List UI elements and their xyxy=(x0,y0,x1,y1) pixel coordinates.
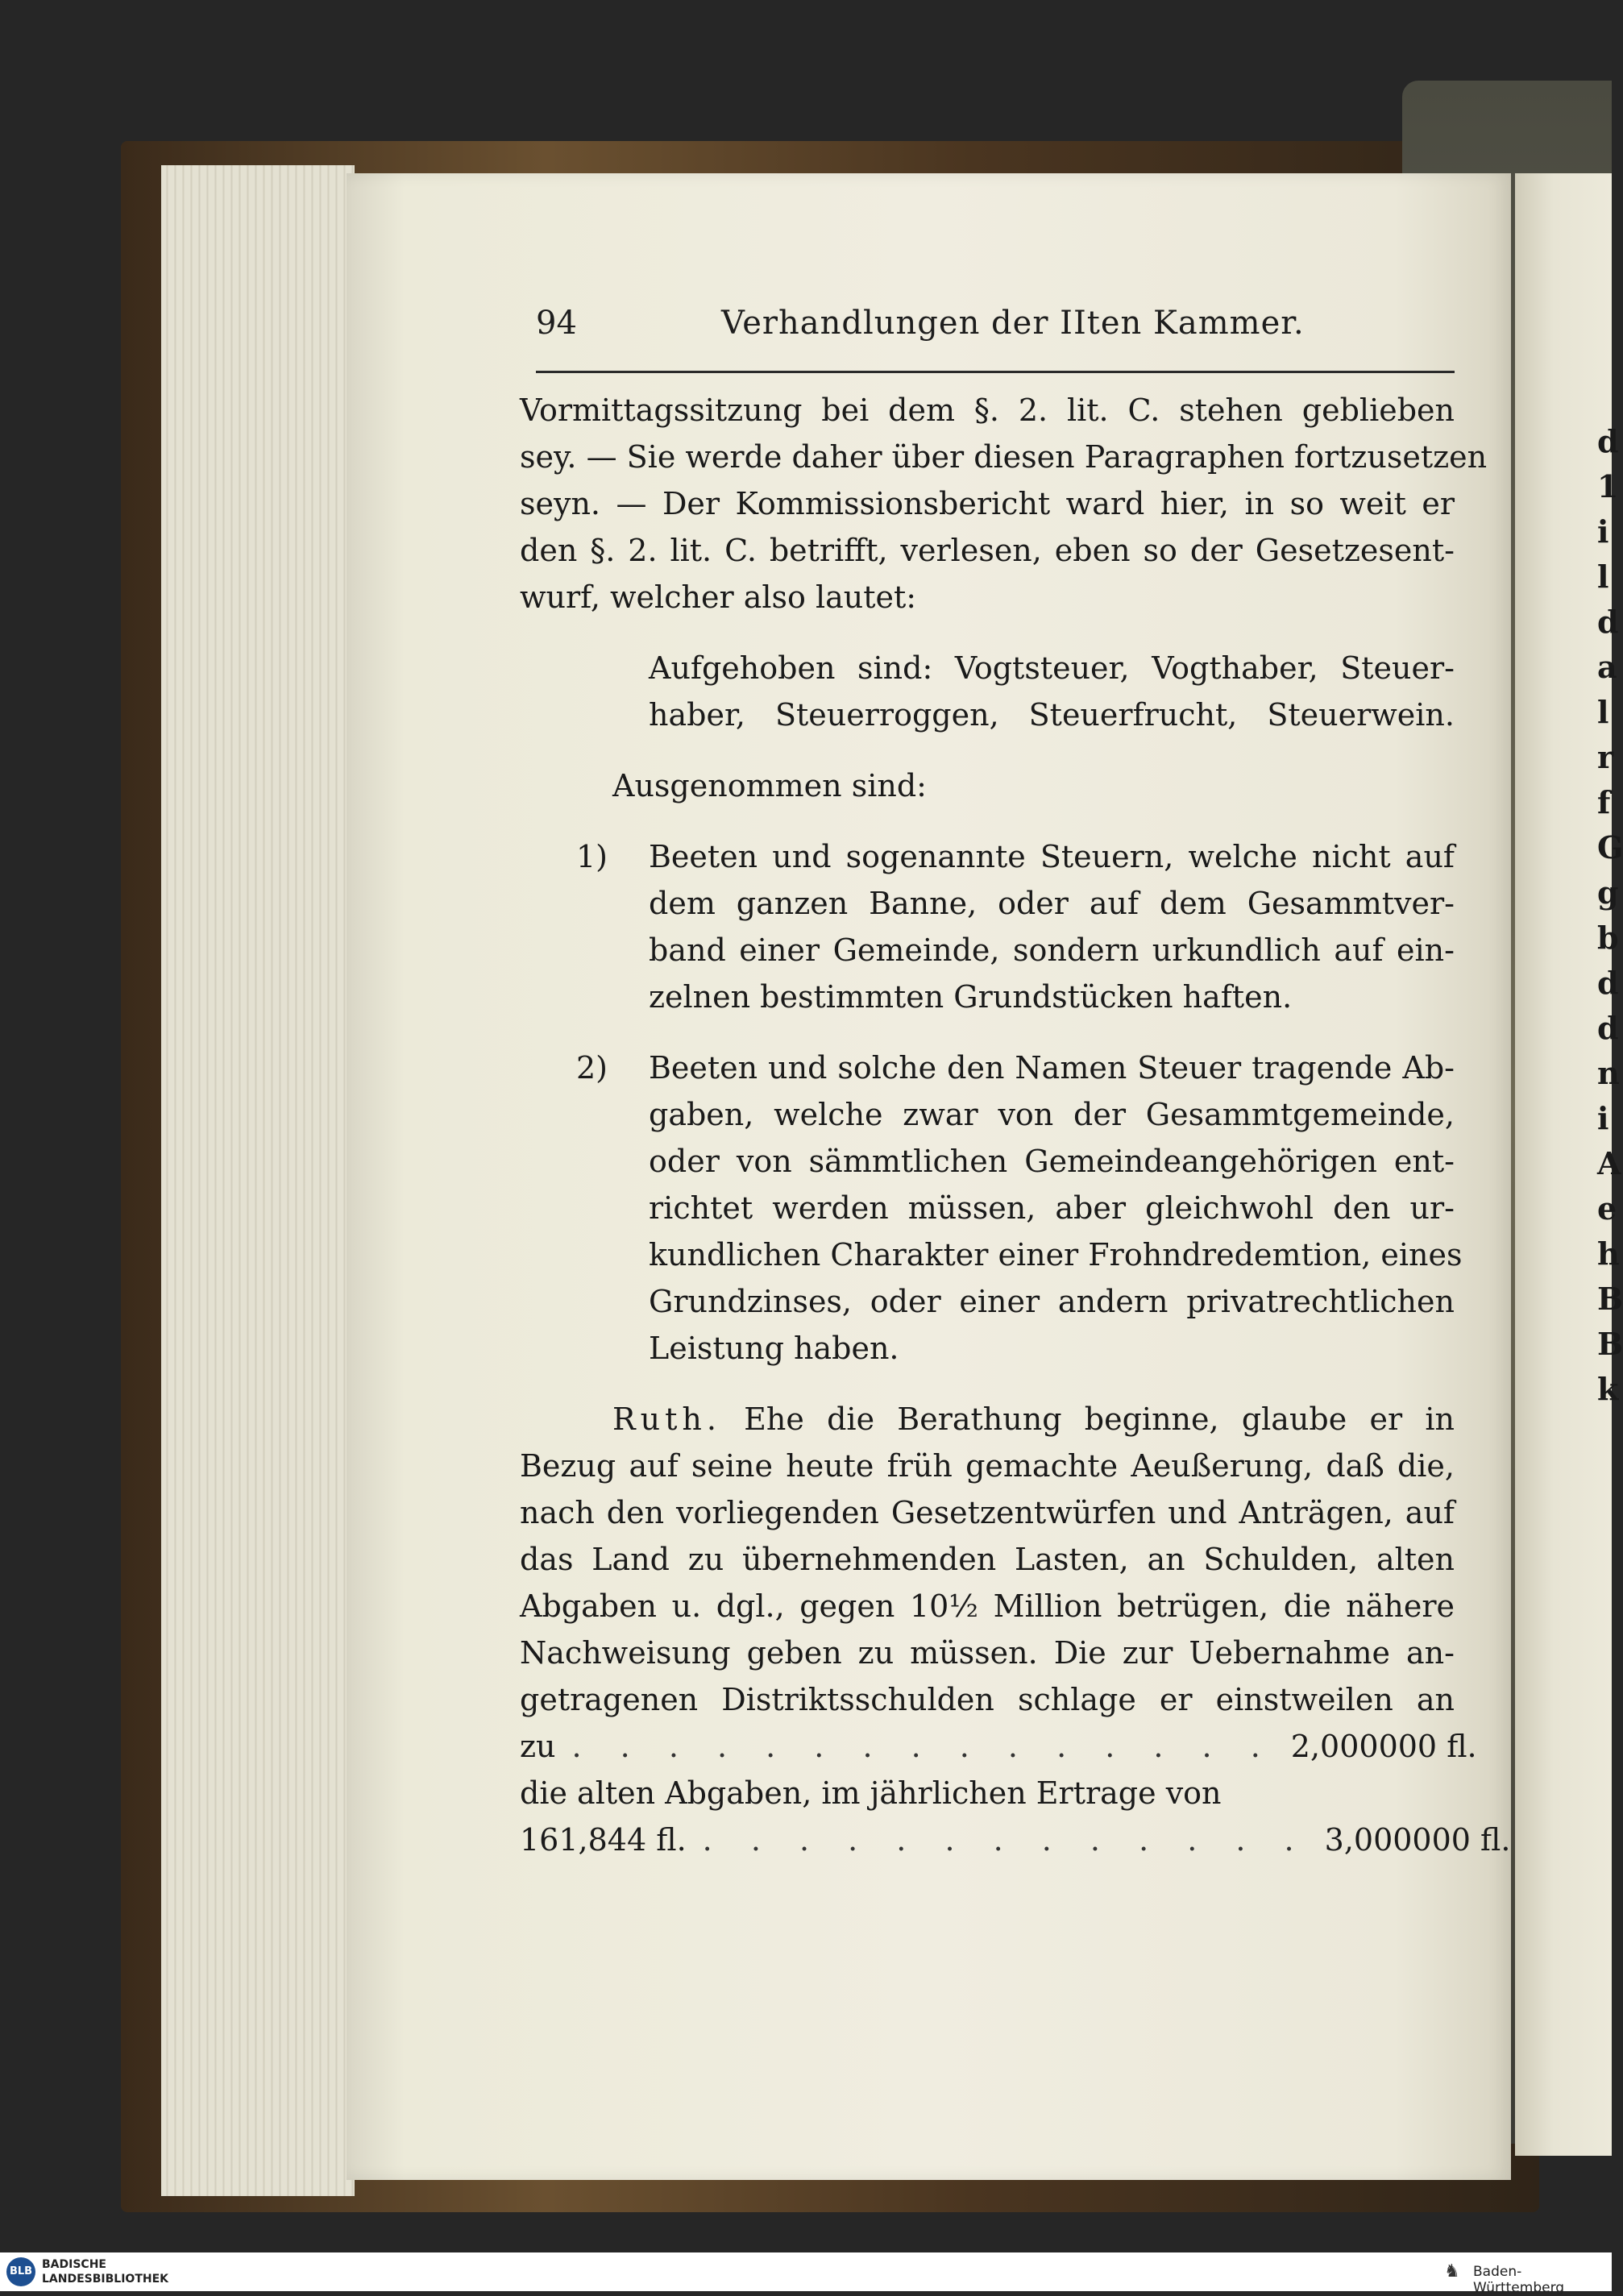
text-line: dem ganzen Banne, oder auf dem Gesammtver- xyxy=(649,886,1455,921)
speech-text: Ehe die Berathung beginne, glaube er in xyxy=(744,1401,1455,1437)
library-name-line1: BADISCHE xyxy=(42,2258,106,2271)
page-text xyxy=(520,387,1511,1863)
text-line: den §. 2. lit. C. betrifft, verlesen, eben so der Gesetzesent- xyxy=(520,533,1455,568)
fragment: B xyxy=(1597,1326,1623,1362)
page-number: 94 xyxy=(536,305,577,342)
text-line: getragenen Distriktsschulden schlage er einstweilen an xyxy=(520,1682,1455,1717)
amount-label: zu xyxy=(520,1729,556,1764)
item-number: 2) xyxy=(576,1050,608,1086)
fragment: d xyxy=(1597,604,1619,640)
exception-item-2 xyxy=(520,1044,1463,1372)
library-name xyxy=(42,2257,168,2286)
text-line: kundlichen Charakter einer Frohndredemtion, eines xyxy=(649,1237,1463,1273)
text-line: Aufgehoben sind: Vogtsteuer, Vogthaber, Steuer- xyxy=(649,650,1455,686)
fragment: d xyxy=(1597,423,1619,459)
text-line: nach den vorliegenden Gesetzentwürfen und Anträgen, auf xyxy=(520,1495,1455,1530)
fragment: d xyxy=(1597,965,1619,1001)
text-line: Beeten und sogenannte Steuern, welche nicht auf xyxy=(649,839,1455,874)
leader-dots: . . . . . . . . . . . . . . . xyxy=(571,1729,1275,1764)
fragment: 1 xyxy=(1597,468,1619,504)
amount-label: 161,844 fl. xyxy=(520,1822,687,1858)
text-line: das Land zu übernehmenden Lasten, an Schulden, alten xyxy=(520,1542,1455,1577)
blb-logo[interactable]: BLB xyxy=(6,2257,35,2286)
text-line: Grundzinses, oder einer andern privatrechtlichen xyxy=(649,1284,1455,1319)
fragment: a xyxy=(1597,649,1617,685)
fragment: h xyxy=(1597,1235,1620,1272)
fragment: B xyxy=(1597,1281,1623,1317)
fragment: A xyxy=(1597,1145,1621,1181)
quoted-provision xyxy=(520,645,1455,738)
fragment: n xyxy=(1597,1055,1620,1091)
amount-row-2 xyxy=(520,1816,1511,1863)
text-line: sey. — Sie werde daher über diesen Paragraphen fortzusetzen xyxy=(520,439,1488,475)
amount-row-1 xyxy=(520,1723,1477,1770)
text-line: Vormittagssitzung bei dem §. 2. lit. C. stehen geblieben xyxy=(520,392,1455,428)
fragment: k xyxy=(1597,1371,1619,1407)
running-head: Verhandlungen der IIten Kammer. xyxy=(721,305,1305,342)
fragment: l xyxy=(1597,558,1609,595)
page-edges xyxy=(161,165,355,2196)
text-line: seyn. — Der Kommissionsbericht ward hier, in so weit er xyxy=(520,486,1455,521)
speaker-name: Ruth. xyxy=(612,1401,721,1437)
amount-value: 2,000000 fl. xyxy=(1290,1729,1477,1764)
text-line: haber, Steuerroggen, Steuerfrucht, Steuerwein. xyxy=(649,697,1455,733)
text-line: gaben, welche zwar von der Gesammtgemeinde, xyxy=(649,1097,1455,1132)
fragment: d xyxy=(1597,1010,1619,1046)
fragment: f xyxy=(1597,784,1611,820)
speech-first-line xyxy=(520,1396,1455,1443)
header-rule xyxy=(536,371,1455,373)
fragment: i xyxy=(1597,1100,1609,1136)
exception-item-1 xyxy=(520,833,1455,1020)
text-line: wurf, welcher also lautet: xyxy=(520,579,917,615)
text-line: Bezug auf seine heute früh gemachte Aeußerung, daß die, xyxy=(520,1448,1455,1484)
fragment: G xyxy=(1597,829,1623,866)
text-line: die alten Abgaben, im jährlichen Ertrage von xyxy=(520,1775,1222,1811)
right-page-text-fragments xyxy=(1597,419,1623,1412)
state-name: Baden-Württemberg xyxy=(1473,2264,1565,2296)
text-line: band einer Gemeinde, sondern urkundlich auf ein- xyxy=(649,932,1455,968)
fragment: l xyxy=(1597,694,1609,730)
fragment: i xyxy=(1597,513,1609,550)
fragment: e xyxy=(1597,1190,1617,1227)
baden-wuerttemberg-crest-icon: ♞ xyxy=(1444,2261,1460,2281)
fragment: r xyxy=(1597,739,1614,775)
library-name-line2: LANDESBIBLIOTHEK xyxy=(42,2273,169,2286)
text-line: Leistung haben. xyxy=(649,1331,899,1366)
text-line: richtet werden müssen, aber gleichwohl den ur- xyxy=(649,1190,1455,1226)
text-line: Beeten und solche den Namen Steuer tragende Ab- xyxy=(649,1050,1455,1086)
item-number: 1) xyxy=(576,839,608,874)
footer-bar xyxy=(0,2252,1612,2296)
amount-value: 3,000000 fl. xyxy=(1324,1822,1511,1858)
fragment: b xyxy=(1597,920,1619,956)
text-line: oder von sämmtlichen Gemeindeangehörigen ent- xyxy=(649,1144,1455,1179)
text-line: zelnen bestimmten Grundstücken haften. xyxy=(649,979,1293,1015)
exceptions-heading: Ausgenommen sind: xyxy=(612,768,927,803)
fragment: g xyxy=(1597,874,1619,911)
text-line: Nachweisung geben zu müssen. Die zur Uebernahme an- xyxy=(520,1635,1455,1671)
leader-dots: . . . . . . . . . . . . . xyxy=(702,1822,1309,1858)
text-line: Abgaben u. dgl., gegen 10½ Million betrügen, die nähere xyxy=(520,1588,1455,1624)
page-header xyxy=(536,305,1455,361)
